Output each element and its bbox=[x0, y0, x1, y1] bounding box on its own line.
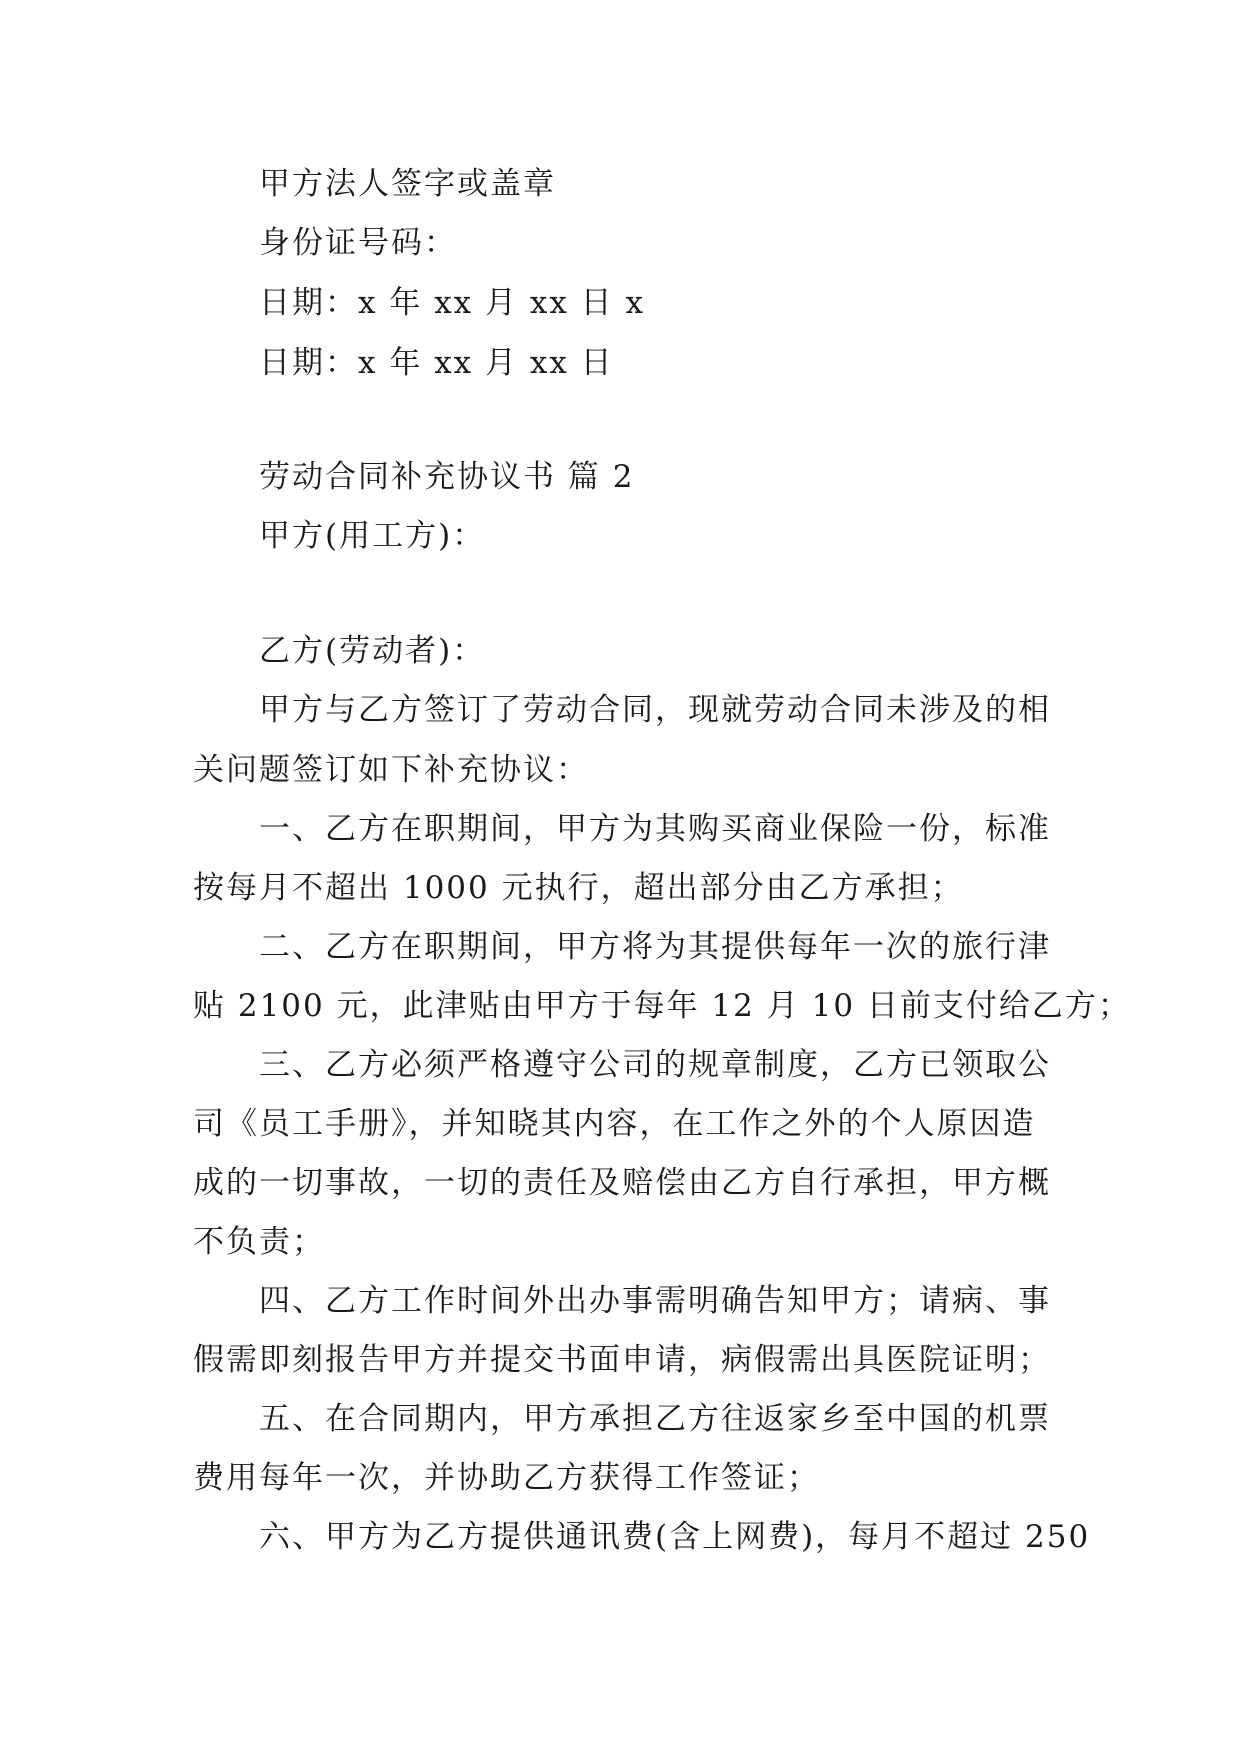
clause-6-line-1: 六、甲方为乙方提供通讯费(含上网费)，每月不超过 250 bbox=[259, 1519, 1091, 1555]
clause-1-line-1: 一、乙方在职期间，甲方为其购买商业保险一份，标准 bbox=[259, 811, 1051, 847]
clause-2-line-2: 贴 2100 元，此津贴由甲方于每年 12 月 10 日前支付给乙方； bbox=[193, 988, 1131, 1024]
clause-4-line-1: 四、乙方工作时间外出办事需明确告知甲方；请病、事 bbox=[259, 1283, 1051, 1319]
id-number-line: 身份证号码： bbox=[259, 225, 457, 261]
date-line-2: 日期：x 年 xx 月 xx 日 bbox=[259, 345, 614, 381]
clause-3-line-3: 成的一切事故，一切的责任及赔偿由乙方自行承担，甲方概 bbox=[193, 1165, 1051, 1201]
clause-4-line-2: 假需即刻报告甲方并提交书面申请，病假需出具医院证明； bbox=[193, 1342, 1051, 1378]
clause-5-line-2: 费用每年一次，并协助乙方获得工作签证； bbox=[193, 1460, 820, 1496]
clause-1-line-2: 按每月不超出 1000 元执行，超出部分由乙方承担； bbox=[193, 870, 964, 906]
party-b-line: 乙方(劳动者)： bbox=[259, 633, 486, 669]
legal-rep-signature-line: 甲方法人签字或盖章 bbox=[259, 166, 556, 202]
clause-5-line-1: 五、在合同期内，甲方承担乙方往返家乡至中国的机票 bbox=[259, 1401, 1051, 1437]
intro-line-1: 甲方与乙方签订了劳动合同，现就劳动合同未涉及的相 bbox=[259, 692, 1051, 728]
clause-3-line-4: 不负责； bbox=[193, 1224, 325, 1260]
section-heading: 劳动合同补充协议书 篇 2 bbox=[259, 459, 635, 495]
date-line-1: 日期：x 年 xx 月 xx 日 x bbox=[259, 285, 646, 321]
clause-2-line-1: 二、乙方在职期间，甲方将为其提供每年一次的旅行津 bbox=[259, 929, 1051, 965]
clause-3-line-1: 三、乙方必须严格遵守公司的规章制度，乙方已领取公 bbox=[259, 1047, 1051, 1083]
clause-3-line-2: 司《员工手册》，并知晓其内容，在工作之外的个人原因造 bbox=[193, 1106, 1036, 1142]
party-a-line: 甲方(用工方)： bbox=[259, 518, 486, 554]
intro-line-2: 关问题签订如下补充协议： bbox=[193, 752, 589, 788]
